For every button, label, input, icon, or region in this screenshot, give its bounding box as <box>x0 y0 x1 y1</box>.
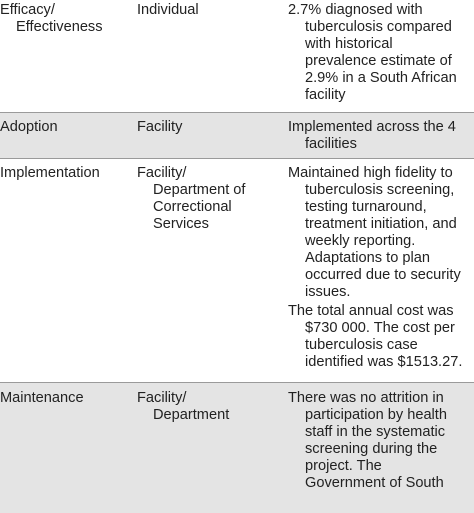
level-line: Correctional <box>153 199 232 215</box>
table-row-efficacy <box>0 0 474 112</box>
component-line: Efficacy/ <box>0 2 55 18</box>
outcome-line: 2.9% in a South African <box>305 70 457 86</box>
outcome-line: Adaptations to plan <box>305 250 430 266</box>
level-cell <box>137 119 182 136</box>
outcome-line: tuberculosis case <box>305 337 418 353</box>
level-cell <box>137 390 229 424</box>
outcome-cell <box>288 390 447 492</box>
component-line: Effectiveness <box>16 19 103 35</box>
outcome-line: occurred due to security <box>305 267 461 283</box>
level-cell <box>137 165 245 233</box>
outcome-line: project. The <box>305 458 382 474</box>
level-line: Facility <box>137 119 183 135</box>
outcome-line: screening during the <box>305 441 438 457</box>
outcome-line: Government of South <box>305 475 444 491</box>
outcome-line: tuberculosis compared <box>305 19 452 35</box>
component-cell <box>0 390 84 407</box>
component-line: Maintenance <box>0 390 84 406</box>
component-cell <box>0 119 58 136</box>
outcome-line: tuberculosis screening, <box>305 182 455 198</box>
outcome-line: $730 000. The cost per <box>305 320 455 336</box>
outcome-line: facility <box>305 87 346 103</box>
outcome-line: prevalence estimate of <box>305 53 452 69</box>
level-line: Individual <box>137 2 199 18</box>
component-line: Implementation <box>0 165 100 181</box>
outcome-line: staff in the systematic <box>305 424 446 440</box>
table-row-implementation <box>0 158 474 382</box>
component-cell <box>0 2 103 36</box>
level-line: Department of <box>153 182 246 198</box>
table-row-maintenance <box>0 382 474 513</box>
outcome-line: issues. <box>305 284 351 300</box>
table-row-adoption <box>0 112 474 158</box>
outcome-line: The total annual cost was <box>288 303 454 319</box>
outcome-line: with historical <box>305 36 393 52</box>
outcome-cell <box>288 119 456 153</box>
outcome-line: facilities <box>305 136 357 152</box>
component-line: Adoption <box>0 119 58 135</box>
outcome-line: testing turnaround, <box>305 199 427 215</box>
outcome-cell <box>288 165 462 371</box>
level-line: Services <box>153 216 209 232</box>
outcome-line: There was no attrition in <box>288 390 444 406</box>
outcome-line: weekly reporting. <box>305 233 416 249</box>
outcome-line: Maintained high fidelity to <box>288 165 453 181</box>
component-cell <box>0 165 100 182</box>
level-line: Facility/ <box>137 390 187 406</box>
level-cell <box>137 2 199 19</box>
outcome-line: Implemented across the 4 <box>288 119 456 135</box>
outcome-line: treatment initiation, and <box>305 216 457 232</box>
outcome-line: participation by health <box>305 407 447 423</box>
outcome-cell <box>288 2 457 104</box>
outcome-line: 2.7% diagnosed with <box>288 2 423 18</box>
level-line: Department <box>153 407 230 423</box>
level-line: Facility/ <box>137 165 187 181</box>
outcome-line: identified was $1513.27. <box>305 354 463 370</box>
